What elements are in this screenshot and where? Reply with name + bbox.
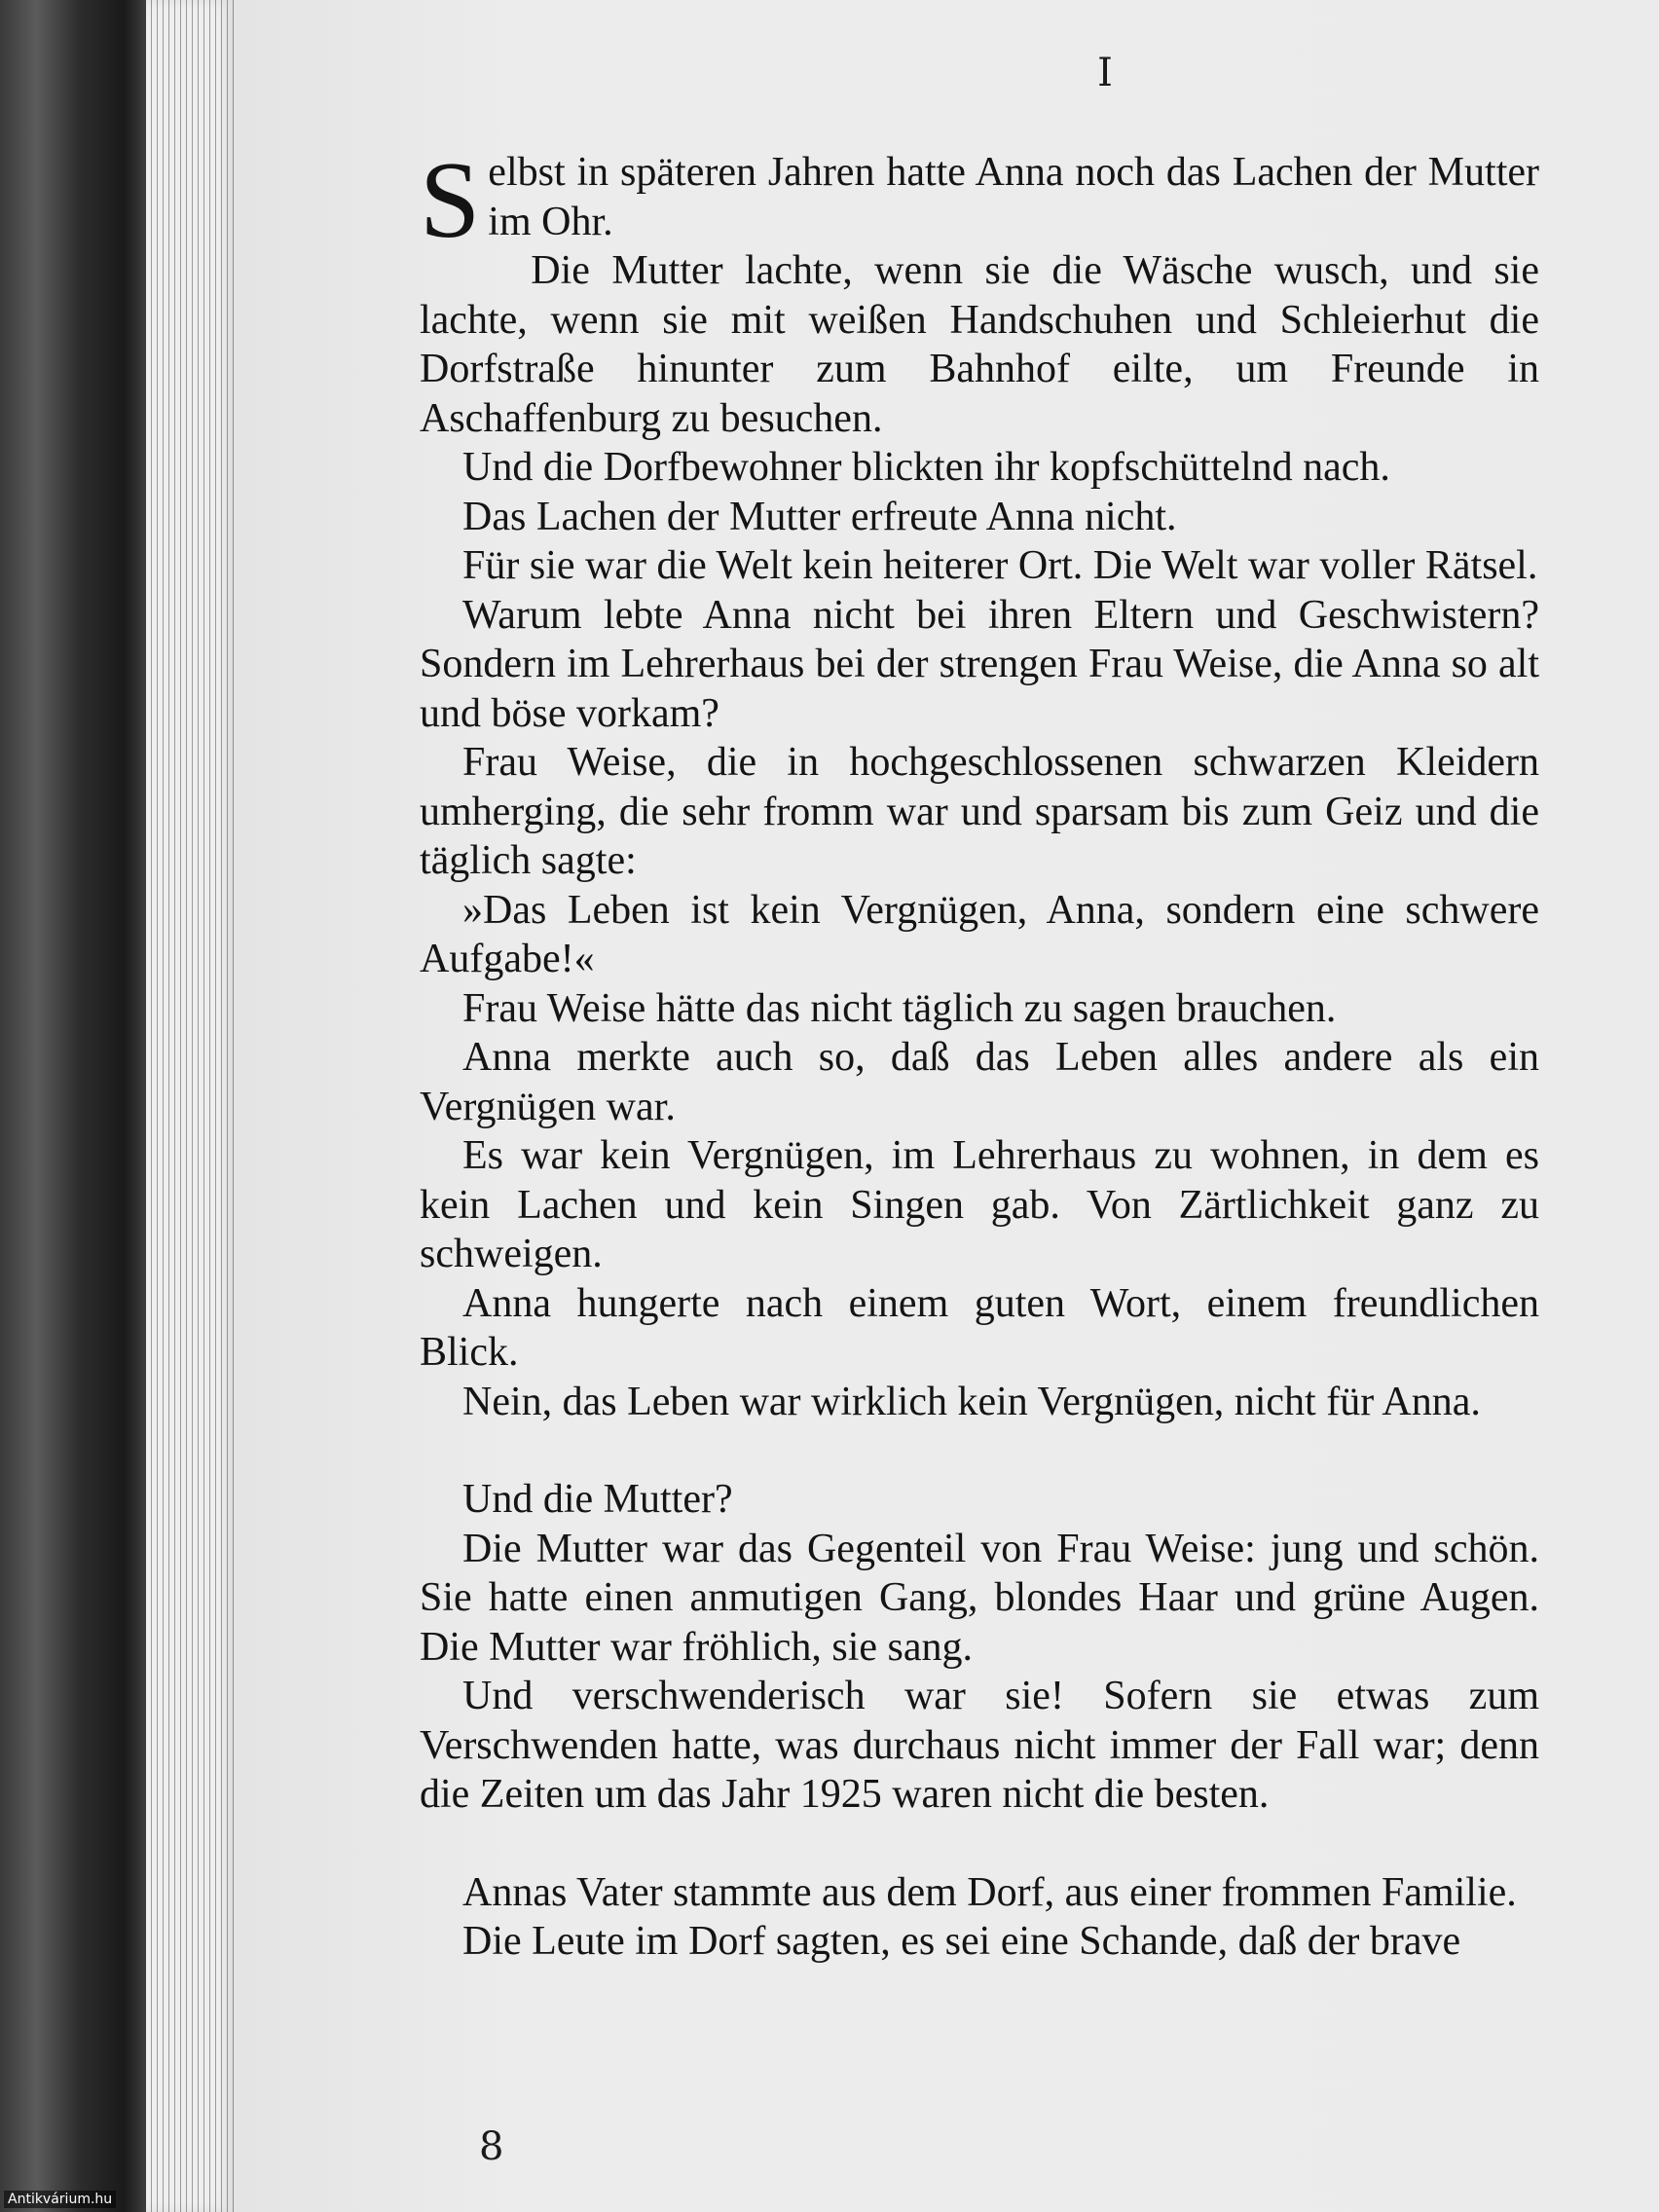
paragraph: Die Mutter war das Gegenteil von Frau Weise: jung und schön. Sie hatte einen anmutigen Gang, blondes Haar und grüne Augen. Die Mutter war fröhlich, sie sang. — [420, 1526, 1539, 1670]
paragraph: Anna hungerte nach einem guten Wort, einem freundlichen Blick. — [420, 1280, 1539, 1375]
paragraph: Annas Vater stammte aus dem Dorf, aus einer frommen Familie. — [462, 1869, 1517, 1915]
paragraph: Die Mutter lachte, wenn sie die Wäsche wusch, und sie lachte, wenn sie mit weißen Handschuhen und Schleierhut die Dorfstraße hinunter zum Bahnhof eilte, um Freunde in Aschaffenburg zu besuchen. — [420, 248, 1539, 441]
paragraph: Frau Weise hätte das nicht täglich zu sagen brauchen. — [462, 985, 1337, 1031]
book-page — [234, 0, 1659, 2212]
paragraph: Für sie war die Welt kein heiterer Ort. Die Welt war voller Rätsel. — [462, 543, 1538, 588]
page-edges — [146, 0, 234, 2212]
paragraph: Und verschwenderisch war sie! Sofern sie etwas zum Verschwenden hatte, was durchaus nicht immer der Fall war; denn die Zeiten um das Jahr 1925 waren nicht die besten. — [420, 1674, 1539, 1817]
paragraph: Das Lachen der Mutter erfreute Anna nicht. — [462, 494, 1177, 539]
body-text — [420, 140, 1539, 1967]
drop-cap: S — [420, 140, 481, 261]
paragraph: Anna merkte auch so, daß das Leben alles andere als ein Vergnügen war. — [420, 1035, 1539, 1129]
chapter-number: I — [1097, 51, 1113, 95]
paragraph: Warum lebte Anna nicht bei ihren Eltern und Geschwistern? Sondern im Lehrerhaus bei der strengen Frau Weise, die Anna so alt und böse vorkam? — [420, 592, 1539, 736]
paragraph: Selbst in späteren Jahren hatte Anna noch das Lachen der Mutter im Ohr. — [420, 140, 1539, 261]
paragraph: Frau Weise, die in hochgeschlossenen schwarzen Kleidern umherging, die sehr fromm war und sparsam bis zum Geiz und die täglich sagte: — [420, 740, 1539, 883]
page-number: 8 — [479, 2124, 504, 2169]
book-spine-shadow — [0, 0, 146, 2212]
watermark: Antikvárium.hu — [4, 2191, 116, 2208]
paragraph: Und die Mutter? — [462, 1477, 733, 1522]
paragraph: Es war kein Vergnügen, im Lehrerhaus zu wohnen, in dem es kein Lachen und kein Singen gab. Von Zärtlichkeit ganz zu schweigen. — [420, 1133, 1539, 1276]
paragraph: Nein, das Leben war wirklich kein Vergnügen, nicht für Anna. — [462, 1379, 1481, 1424]
paragraph: »Das Leben ist kein Vergnügen, Anna, sondern eine schwere Aufgabe!« — [420, 887, 1539, 981]
paragraph: Die Leute im Dorf sagten, es sei eine Schande, daß der brave — [462, 1919, 1461, 1964]
paragraph: Und die Dorfbewohner blickten ihr kopfschüttelnd nach. — [462, 445, 1390, 490]
